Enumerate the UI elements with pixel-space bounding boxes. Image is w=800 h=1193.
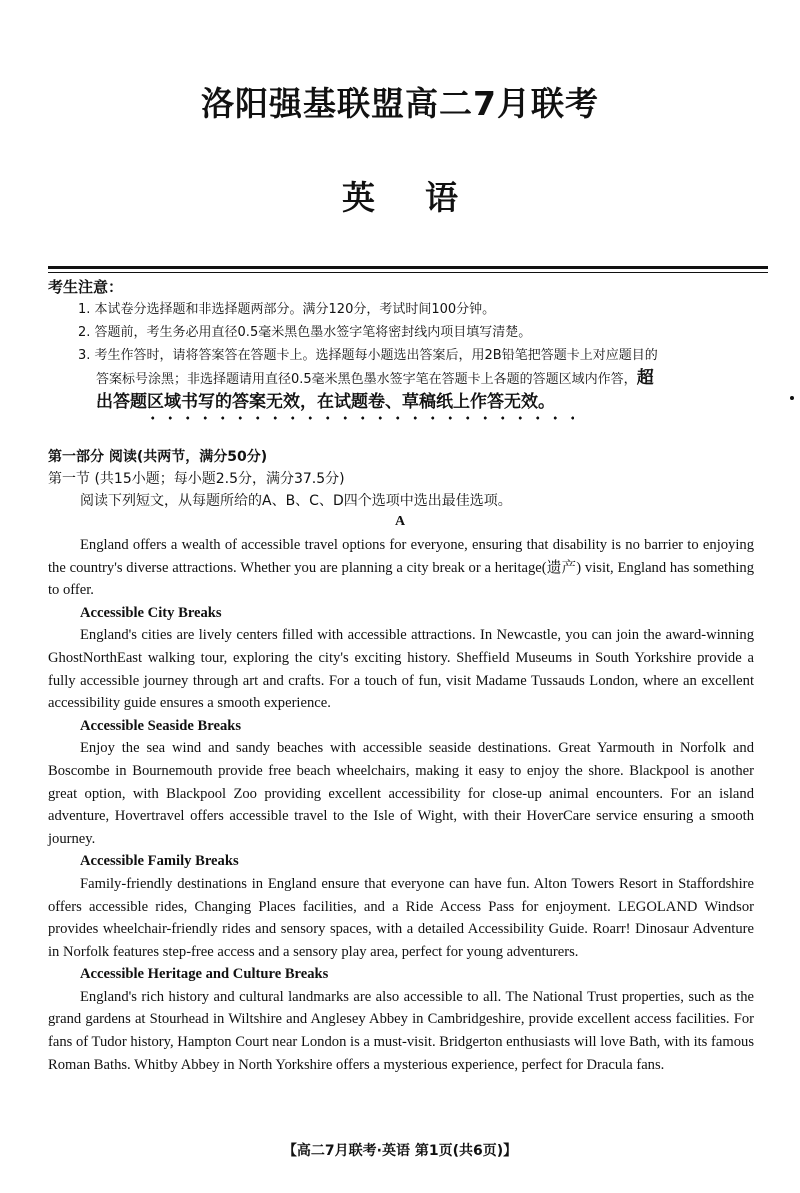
page-footer: 【高二7月联考·英语 第1页(共6页)】 <box>282 1143 518 1159</box>
section-heading-family: Accessible Family Breaks <box>80 853 239 870</box>
section-title: 第一节 (共15小题；每小题2.5分，满分37.5分) <box>48 471 345 487</box>
passage-label: A <box>394 514 406 529</box>
notes-heading: 考生注意： <box>48 278 124 296</box>
note-item-3-emphasis-start: 超 <box>636 368 654 388</box>
part-one <box>48 446 768 512</box>
note-item-3-continued <box>48 367 768 391</box>
section-body-city: England's cities are lively centers filled with accessible attractions. In Newcastle, you can join the award-winning GhostNorthEast walking tour, exploring the city's exciting history. Sheffield Museums in South Yorkshire provide a fully accessible journey through art and crafts. For a touch of fun, visit Madame Tussauds London, where an excellent accessibility guide ensures a smooth experience. <box>48 627 754 712</box>
passage-a <box>48 534 754 1076</box>
passage-intro: England offers a wealth of accessible travel options for everyone, ensuring that disability is no barrier to enjoying the country's diverse attractions. Whether you are planning a city break or a heritage(遗产) visit, England has something to offer. <box>48 537 754 599</box>
emphasis-dots <box>144 416 574 420</box>
candidate-notes <box>48 276 768 413</box>
emphasis-dot <box>790 396 794 400</box>
subject-title: 英语 <box>342 178 508 217</box>
note-item-2: 2. 答题前，考生务必用直径0.5毫米黑色墨水签字笔将密封线内项目填写清楚。 <box>78 325 532 340</box>
header-rule-thick <box>48 266 768 269</box>
note-item-3-cont-text: 答案标号涂黑；非选择题请用直径0.5毫米黑色墨水签字笔在答题卡上各题的答题区域内作答， <box>96 372 637 387</box>
section-heading-seaside: Accessible Seaside Breaks <box>80 717 242 734</box>
section-body-seaside: Enjoy the sea wind and sandy beaches with accessible seaside destinations. Great Yarmouth in Norfolk and Boscombe in Bournemouth provide free beach wheelchairs, making it easy to enjoy the shore. Blackpool is another great option, with Blackpool Zoo providing excellent accessibility for close-up animal encounters. For an island adventure, Hovertravel offers accessible travel to the Isle of Wight, with their HoverCare service ensuring a smooth journey. <box>48 740 754 847</box>
exam-title: 洛阳强基联盟高二7月联考 <box>201 84 599 123</box>
note-item-3-emphasis: 出答题区域书写的答案无效，在试题卷、草稿纸上作答无效。 <box>96 392 555 412</box>
part-title: 第一部分 阅读(共两节，满分50分) <box>48 449 268 465</box>
note-item-3: 3. 考生作答时，请将答案答在答题卡上。选择题每小题选出答案后，用2B铅笔把答题卡上对应题目的 <box>78 348 658 363</box>
section-heading-city: Accessible City Breaks <box>80 604 222 621</box>
header-rule-thin <box>48 272 768 273</box>
section-body-heritage: England's rich history and cultural landmarks are also accessible to all. The National Trust properties, such as the grand gardens at Stourhead in Wiltshire and Anglesey Abbey in Cambridgeshire, provide excellent access facilities. For fans of Tudor history, Hampton Court near London is a must-visit. Bridgerton enthusiasts will love Bath, with its famous Roman Baths. Whitby Abbey in North Yorkshire offers a mysterious experience, perfect for Dracula fans. <box>48 988 754 1073</box>
section-body-family: Family-friendly destinations in England ensure that everyone can have fun. Alton Towers Resort in Staffordshire offers accessible rides, Changing Places facilities, and a Ride Access Pass for enjoyment. LEGOLAND Windsor provides wheelchair-friendly rides and sensory spaces, with a detailed Accessibility Guide. Roarr! Dinosaur Adventure in Norfolk features step-free access and a sensory play area, perfect for young adventurers. <box>48 875 754 960</box>
note-item-1: 1. 本试卷分选择题和非选择题两部分。满分120分，考试时间100分钟。 <box>78 302 496 317</box>
section-heading-heritage: Accessible Heritage and Culture Breaks <box>80 966 329 983</box>
section-instruction: 阅读下列短文，从每题所给的A、B、C、D四个选项中选出最佳选项。 <box>80 493 512 509</box>
